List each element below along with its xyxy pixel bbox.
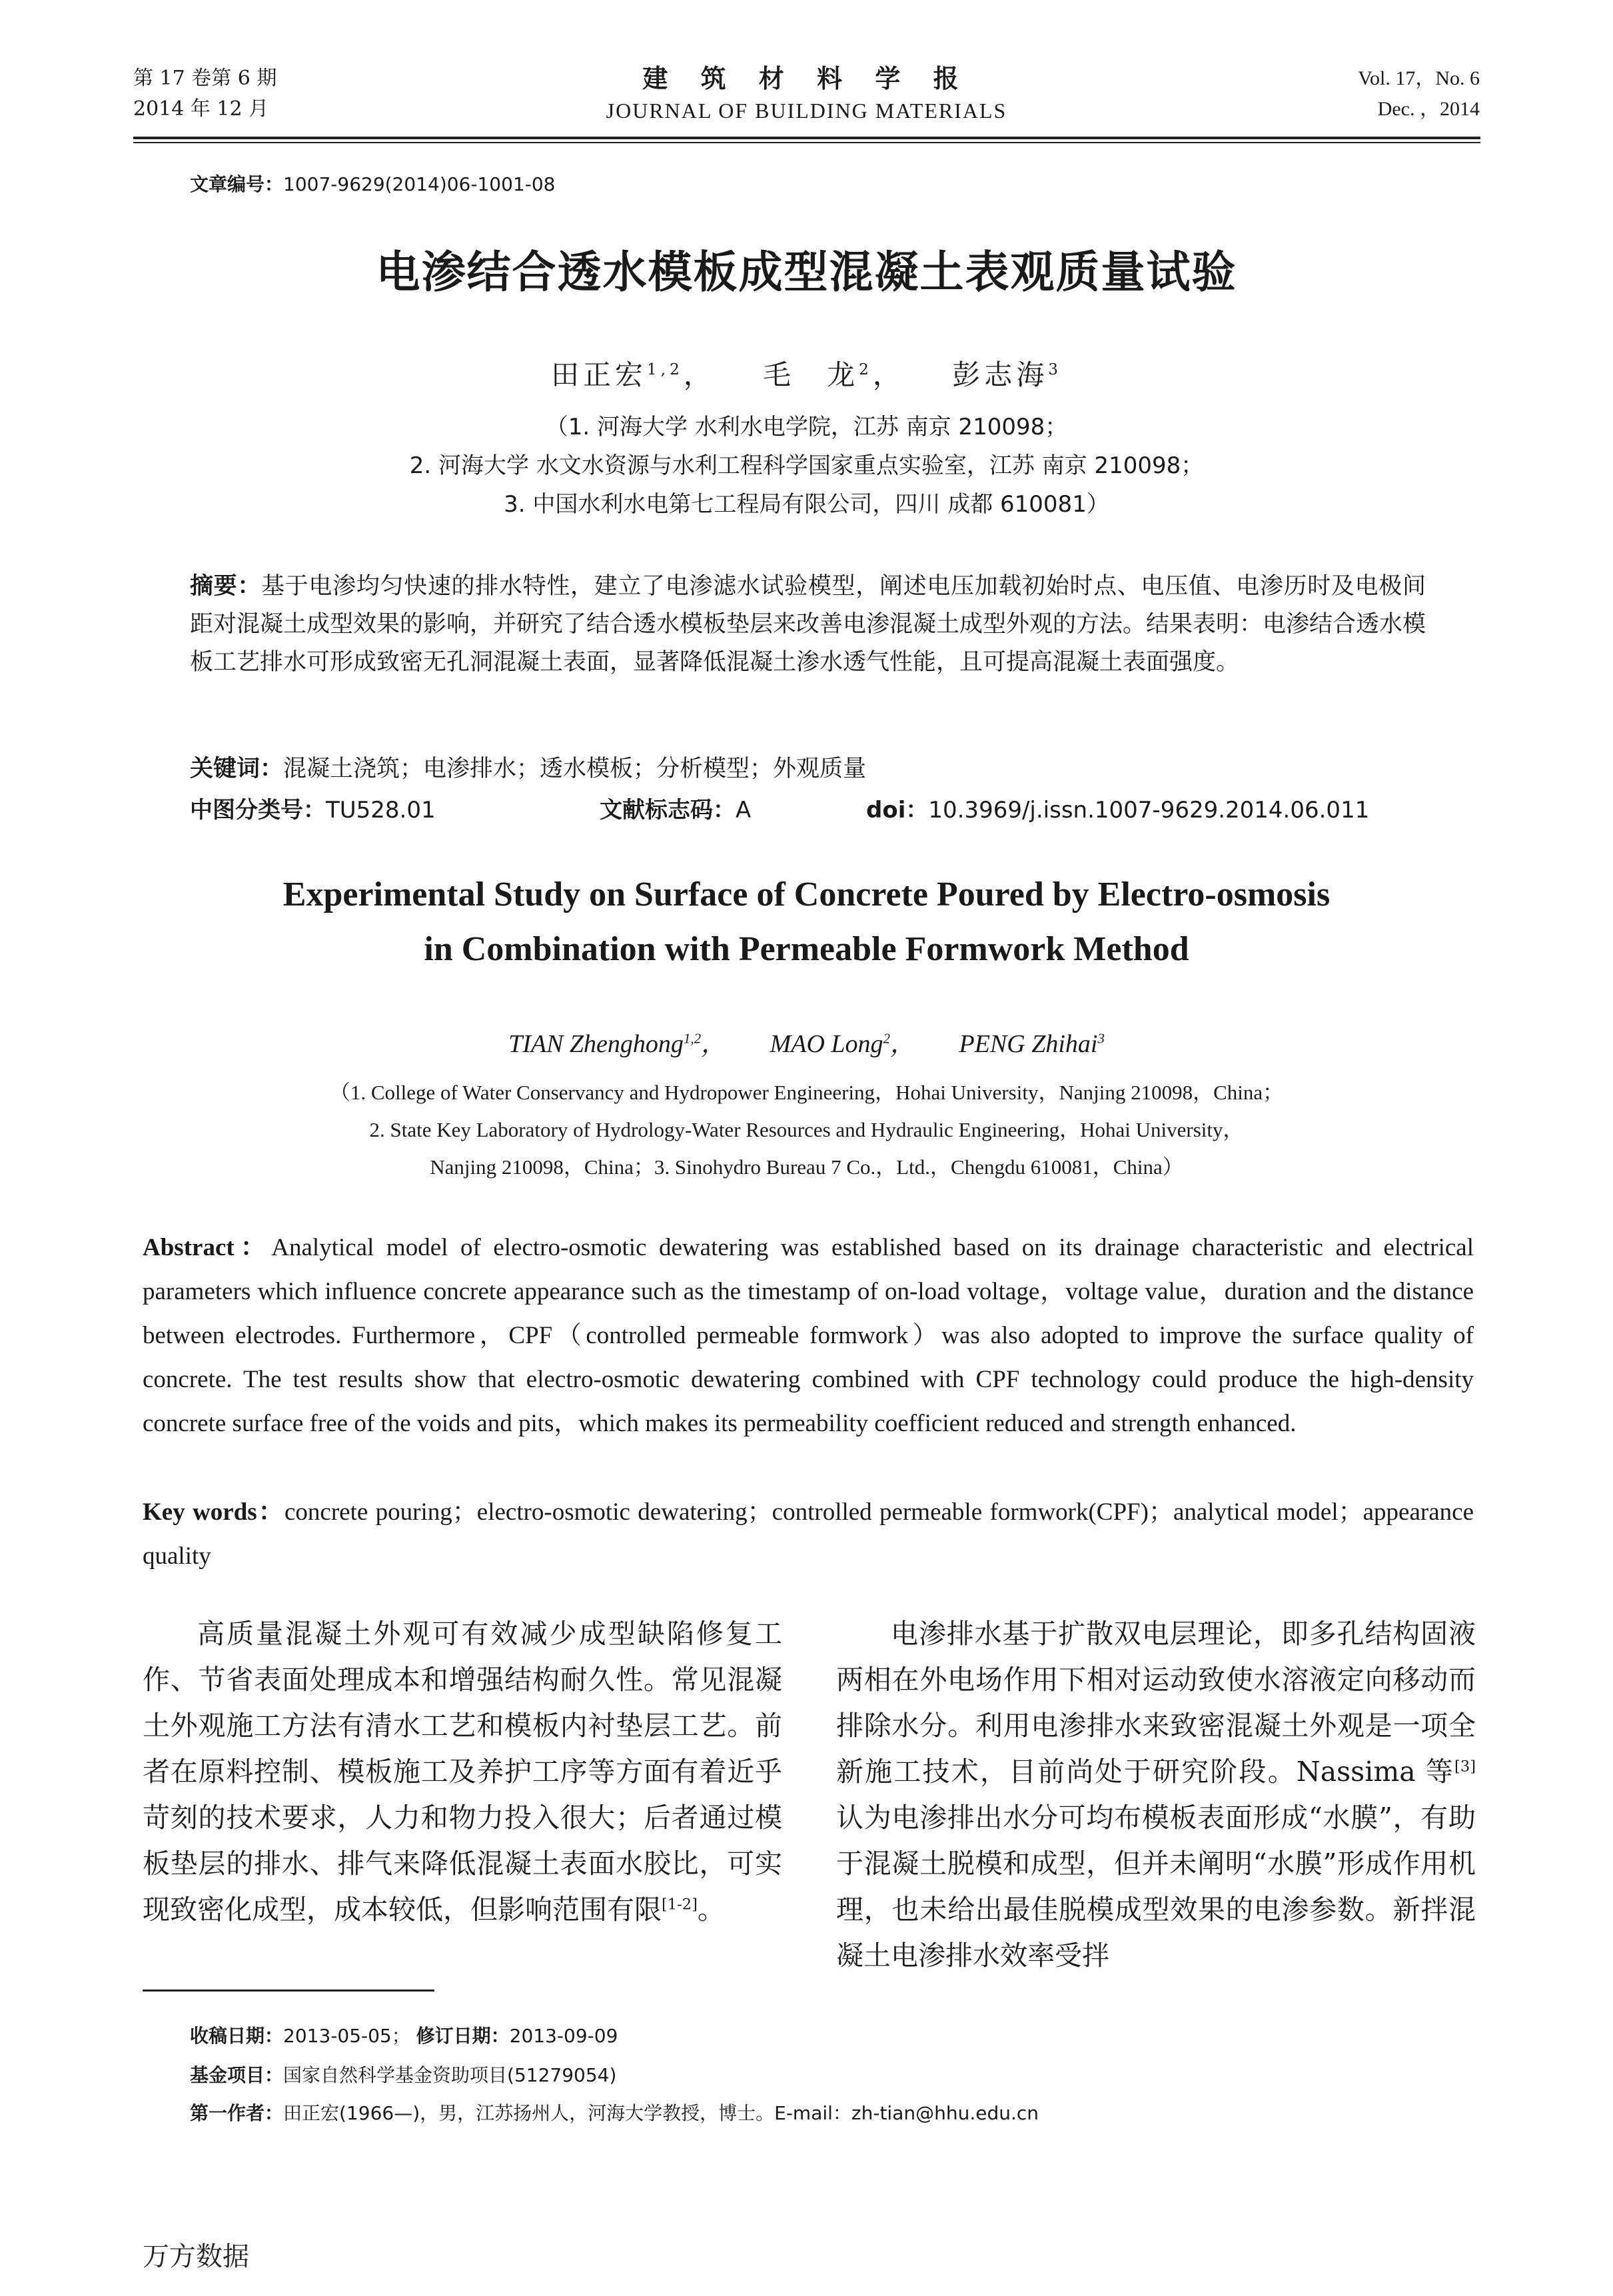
doi: doi： 10.3969/j.issn.1007-9629.2014.06.011 — [866, 797, 1370, 824]
body-right-text-2: 认为电渗排出水分可均布模板表面形成“水膜”，有助于混凝土脱模和成型，但并未阐明“水膜”形成作用机理，也未给出最佳脱模成型效果的电渗参数。新拌混凝土电渗排水效率受拌 — [836, 1802, 1476, 1972]
affiliation-en-1: （1. College of Water Conservancy and Hydropower Engineering，Hohai University，Nanjing 210098，China； — [329, 1081, 1284, 1104]
title-en — [0, 867, 1613, 977]
article-number — [190, 170, 555, 197]
header-rule-thick — [133, 137, 1480, 139]
abstract-en — [143, 1226, 1474, 1446]
volume-issue-en — [1358, 63, 1480, 125]
volume-en: Vol. 17，No. 6 — [1358, 67, 1480, 89]
author-en-2: MAO Long$^2$， — [770, 1030, 915, 1058]
footnote-first-author: 第一作者：田正宏(1966—)，男，江苏扬州人，河海大学教授，博士。E-mail：zh-tian@hhu.edu.cn — [190, 2102, 1039, 2124]
footnote-dates: 收稿日期：2013-05-05； 修订日期：2013-09-09 — [190, 2025, 618, 2047]
keywords-cn-text: 混凝土浇筑；电渗排水；透水模板；分析模型；外观质量 — [283, 756, 867, 782]
keywords-cn — [190, 752, 866, 786]
journal-name-cn: 建 筑 材 料 学 报 — [642, 63, 971, 93]
keywords-en-text: concrete pouring；electro-osmotic dewatering；controlled permeable formwork(CPF)；analytical model；appearance quality — [143, 1498, 1474, 1570]
abstract-en-text: Analytical model of electro-osmotic dewatering was established based on its drainage characteristic and electrical parameters which influence concrete appearance such as the timestamp of on-load voltage，voltage value，duration and the distance between electrodes. Furthermore，CPF（controlled permeable formwork）was also adopted to improve the surface quality of concrete. The test results show that electro-osmotic dewatering combined with CPF technology could produce the high-density concrete surface free of the voids and pits，which makes its permeability coefficient reduced and strength enhanced. — [143, 1234, 1474, 1437]
article-number-value: 1007-9629(2014)06-1001-08 — [283, 173, 556, 195]
authors-cn — [0, 353, 1613, 393]
abstract-cn-label: 摘要： — [190, 573, 262, 600]
affiliation-cn-2: 2. 河海大学 水文水资源与水利工程科学国家重点实验室，江苏 南京 210098； — [409, 452, 1204, 479]
affiliations-cn — [0, 408, 1613, 524]
body-column-left: 高质量混凝土外观可有效减少成型缺陷修复工作、节省表面处理成本和增强结构耐久性。常见混凝土外观施工方法有清水工艺和模板内衬垫层工艺。前者在原料控制、模板施工及养护工序等方面有着近乎苛刻的技术要求，人力和物力投入很大；后者通过模板垫层的排水、排气来降低混凝土表面水胶比，可实现致密化成型，成本较低，但影响范围有限[1-2]。 — [143, 1618, 782, 1926]
footnote-rule — [143, 1990, 434, 1992]
affiliation-cn-3: 3. 中国水利水电第七工程局有限公司，四川 成都 610081） — [504, 491, 1109, 518]
author-cn-2: 毛 龙$^2$， — [763, 358, 905, 391]
abstract-cn — [190, 568, 1426, 682]
date-cn: 2014 年 12 月 — [133, 97, 269, 121]
reference-1-2: [1-2] — [662, 1896, 698, 1914]
author-cn-1: 田正宏$^{1,2}$， — [551, 358, 716, 391]
document-code: 文献标志码： A — [600, 797, 752, 824]
title-cn: 电渗结合透水模板成型混凝土表观质量试验 — [376, 247, 1237, 298]
volume-cn: 第 17 卷第 6 期 — [133, 67, 277, 90]
abstract-cn-text: 基于电渗均匀快速的排水特性，建立了电渗滤水试验模型，阐述电压加载初始时点、电压值、电渗历时及电极间距对混凝土成型效果的影响，并研究了结合透水模板垫层来改善电渗混凝土成型外观的方法。结果表明：电渗结合透水模板工艺排水可形成致密无孔洞混凝土表面，显著降低混凝土渗水透气性能，且可提高混凝土表面强度。 — [190, 573, 1426, 676]
keywords-cn-label: 关键词： — [190, 756, 284, 782]
title-en-line-1: Experimental Study on Surface of Concrete Poured by Electro-osmosis — [282, 875, 1331, 913]
author-en-3: PENG Zhihai$^3$ — [959, 1030, 1105, 1058]
wanfang-watermark: 万方数据 — [143, 2241, 249, 2272]
keywords-en-label: Key words： — [143, 1498, 284, 1526]
affiliation-en-3: Nanjing 210098，China；3. Sinohydro Bureau 7 Co.，Ltd.，Chengdu 610081，China） — [430, 1155, 1183, 1179]
keywords-en — [143, 1490, 1474, 1578]
authors-en — [0, 1023, 1613, 1059]
body-right-text-1: 电渗排水基于扩散双电层理论，即多孔结构固液两相在外电场作用下相对运动致使水溶液定向移动而排除水分。利用电渗排水来致密混凝土外观是一项全新施工技术，目前尚处于研究阶段。Nassima 等 — [836, 1618, 1476, 1788]
affiliation-cn-1: （1. 河海大学 水利水电学院，江苏 南京 210098； — [545, 414, 1068, 440]
footnote-fund: 基金项目：国家自然科学基金资助项目(51279054) — [190, 2064, 617, 2086]
title-en-line-2: in Combination with Permeable Formwork Method — [424, 930, 1189, 968]
clc-number: 中图分类号： TU528.01 — [190, 797, 436, 824]
affiliations-en — [0, 1074, 1613, 1186]
header-rule-thin — [133, 142, 1480, 143]
body-column-right — [836, 1611, 1476, 1979]
affiliation-en-2: 2. State Key Laboratory of Hydrology-Water Resources and Hydraulic Engineering，Hohai University， — [369, 1118, 1244, 1141]
journal-name-en: JOURNAL OF BUILDING MATERIALS — [606, 99, 1007, 123]
author-en-1: TIAN Zhenghong$^{1,2}$， — [508, 1030, 727, 1058]
date-en: Dec. ，2014 — [1377, 98, 1480, 120]
reference-3: [3] — [1454, 1758, 1476, 1776]
article-number-label: 文章编号： — [190, 173, 284, 195]
abstract-en-label: Abstract： — [143, 1234, 272, 1261]
author-cn-3: 彭志海$^3$ — [952, 358, 1062, 391]
body-left-text: 高质量混凝土外观可有效减少成型缺陷修复工作、节省表面处理成本和增强结构耐久性。常见混凝土外观施工方法有清水工艺和模板内衬垫层工艺。前者在原料控制、模板施工及养护工序等方面有着近乎苛刻的技术要求，人力和物力投入很大；后者通过模板垫层的排水、排气来降低混凝土表面水胶比，可实现致密化成型，成本较低，但影响范围有限 — [143, 1618, 782, 1926]
